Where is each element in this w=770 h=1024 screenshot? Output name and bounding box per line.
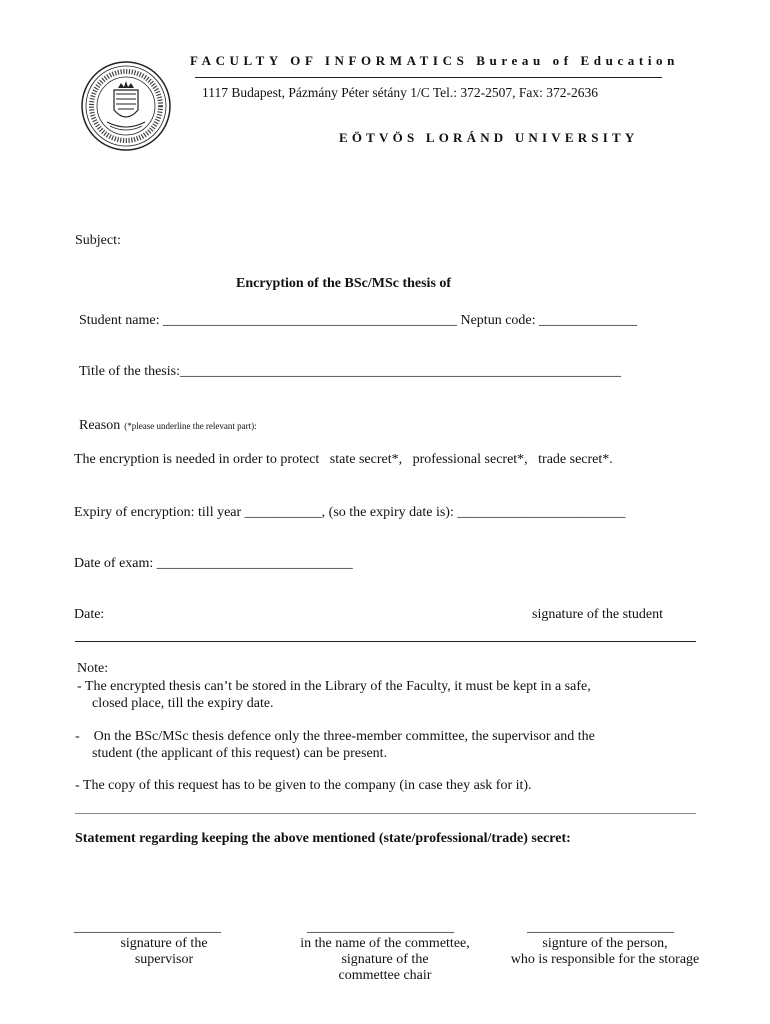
supervisor-signature-caption (74, 936, 254, 968)
chair-signature-line[interactable]: _____________________ (307, 920, 454, 935)
storage-signature-caption (500, 936, 710, 968)
faculty-heading: FACULTY OF INFORMATICS Bureau of Education (190, 53, 679, 68)
encryption-sentence: The encryption is needed in order to protect state secret*, professional secret*, trade secret*. (74, 452, 613, 467)
note-item-2: - On the BSc/MSc thesis defence only the three-member committee, the supervisor and the (75, 729, 595, 744)
chair-signature-caption (280, 936, 490, 984)
notes-divider (75, 813, 696, 814)
expiry-field[interactable]: Expiry of encryption: till year ___________, (so the expiry date is): ________________________ (74, 505, 626, 520)
reason-label: Reason (79, 418, 121, 433)
chair-caption-line1: in the name of the commettee, (300, 936, 470, 951)
subject-label: Subject: (75, 233, 121, 248)
form-heading: Encryption of the BSc/MSc thesis of (236, 276, 452, 291)
supervisor-caption-line2: supervisor (134, 952, 194, 967)
student-name-neptun-field[interactable]: Student name: __________________________________________ Neptun code: ______________ (79, 313, 638, 328)
note-item-2-cont: student (the applicant of this request) can be present. (92, 746, 388, 761)
exam-date-field[interactable]: Date of exam: ____________________________ (74, 556, 353, 571)
note-item-3: - The copy of this request has to be given to the company (in case they ask for it). (75, 778, 532, 793)
date-label: Date: (74, 607, 105, 622)
chair-caption-line2: signature of the (341, 952, 429, 967)
reason-row (79, 416, 257, 434)
section-divider (75, 641, 696, 642)
university-name: EÖTVÖS LORÁND UNIVERSITY (339, 130, 639, 145)
note-item-1-cont: closed place, till the expiry date. (92, 696, 274, 711)
university-seal-logo (80, 60, 172, 152)
supervisor-caption-line1: signature of the (120, 936, 208, 951)
faculty-address: 1117 Budapest, Pázmány Péter sétány 1/C Tel.: 372-2507, Fax: 372-2636 (202, 85, 599, 100)
chair-caption-line3: commettee chair (338, 968, 432, 983)
statement-title: Statement regarding keeping the above mentioned (state/professional/trade) secret: (75, 831, 571, 846)
storage-caption-line2: who is responsible for the storage (510, 952, 700, 967)
header-divider (195, 77, 662, 78)
thesis-title-field[interactable]: Title of the thesis:_______________________________________________________________ (79, 364, 621, 379)
note-title: Note: (77, 661, 109, 676)
storage-caption-line1: signture of the person, (542, 936, 668, 951)
student-signature-label: signature of the student (532, 607, 664, 622)
supervisor-signature-line[interactable]: _____________________ (74, 920, 221, 935)
note-item-1: - The encrypted thesis can’t be stored in the Library of the Faculty, it must be kept in a safe, (77, 679, 591, 694)
reason-note: (*please underline the relevant part): (124, 421, 257, 431)
storage-person-signature-line[interactable]: _____________________ (527, 920, 674, 935)
